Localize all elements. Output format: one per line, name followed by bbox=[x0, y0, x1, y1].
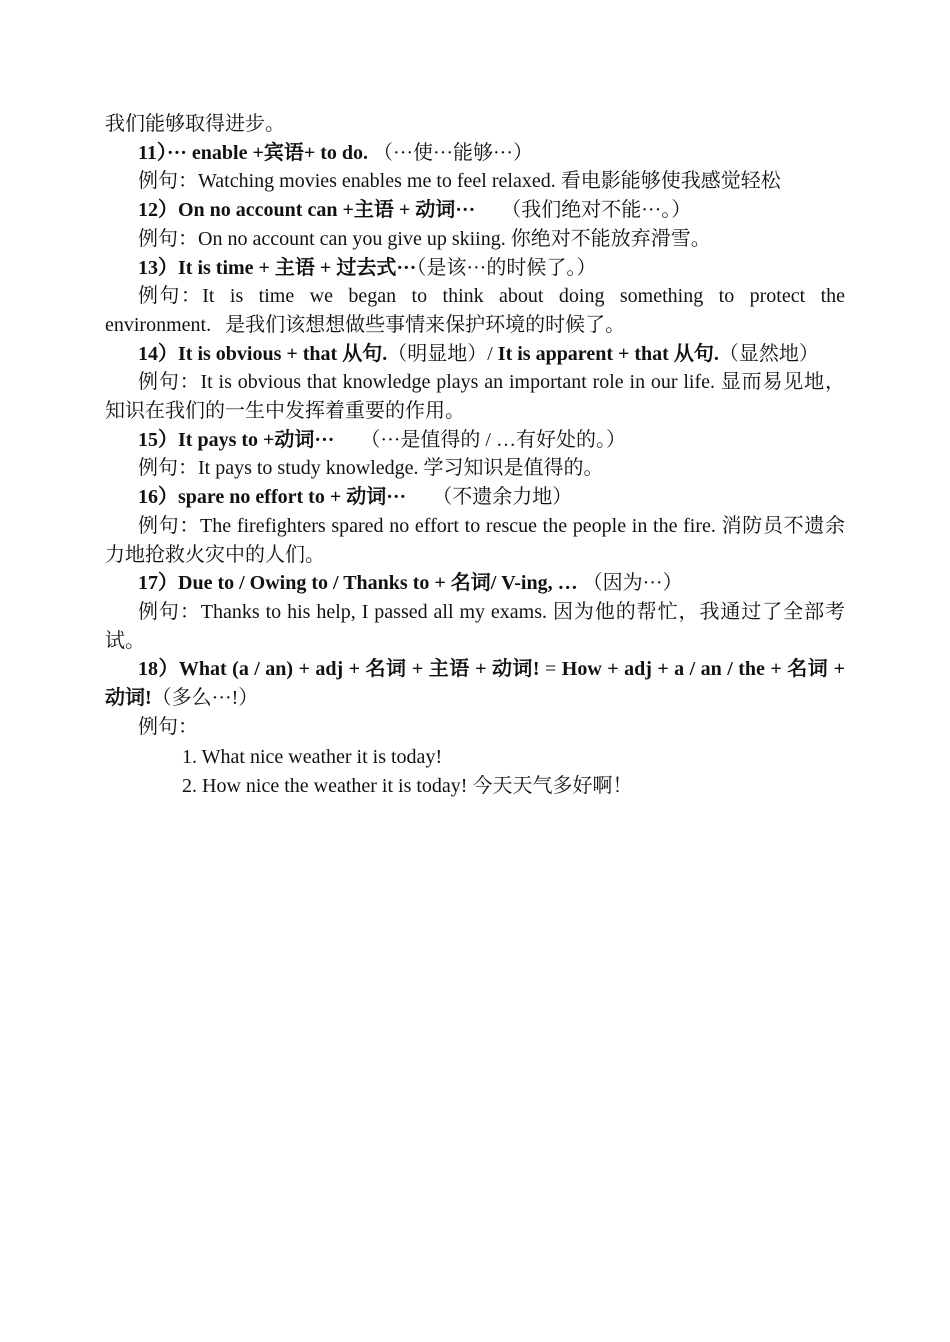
example-sentence-13: 例句：It is time we began to think about doing something to protect the environment. 是我们该想想做些事情来保护环境的时候了。 bbox=[105, 285, 845, 336]
pattern-heading-11 bbox=[105, 139, 845, 168]
pattern-heading-16 bbox=[105, 483, 845, 512]
pattern-formula: 18）What (a / an) + adj + 名词 + 主语 + 动词! bbox=[138, 658, 540, 681]
pattern-meaning: （明显地）/ bbox=[387, 342, 498, 365]
example-sentence-12: 例句：On no account can you give up skiing. 你绝对不能放弃滑雪。 bbox=[138, 227, 711, 250]
example-sentence-17: 例句：Thanks to his help, I passed all my exams. 因为他的帮忙，我通过了全部考试。 bbox=[105, 600, 845, 652]
pattern-heading-15 bbox=[105, 426, 845, 455]
pattern-formula: 15）It pays to +动词··· bbox=[138, 428, 335, 451]
text-line: 我们能够取得进步。 bbox=[105, 113, 285, 135]
pattern-equals: = bbox=[539, 658, 562, 681]
example-sentence-18-1: 1. What nice weather it is today! bbox=[182, 746, 443, 769]
pattern-formula: 16）spare no effort to + 动词··· bbox=[138, 486, 407, 509]
pattern-heading-17 bbox=[105, 569, 845, 598]
pattern-heading-14 bbox=[105, 340, 845, 369]
pattern-heading-12 bbox=[105, 196, 845, 225]
pattern-meaning: （多么···!） bbox=[151, 687, 259, 710]
pattern-meaning: （是该···的时候了。） bbox=[416, 256, 597, 279]
pattern-formula: 13）It is time + 主语 + 过去式··· bbox=[138, 256, 417, 279]
pattern-meaning: （不遗余力地） bbox=[432, 486, 573, 509]
pattern-meaning: （因为···） bbox=[577, 572, 683, 595]
pattern-formula-alt: How + adj + a / an / the + 名词 + 动词! bbox=[105, 658, 846, 710]
pattern-meaning: （我们绝对不能···。） bbox=[501, 199, 692, 222]
pattern-meaning-alt: （显然地） bbox=[718, 342, 819, 365]
pattern-heading-13 bbox=[105, 254, 845, 283]
pattern-meaning: （···是值得的 / …有好处的。） bbox=[360, 428, 626, 451]
pattern-formula-alt: It is apparent + that 从句. bbox=[497, 342, 719, 365]
pattern-heading-18 bbox=[105, 655, 845, 712]
example-sentence-15: 例句：It pays to study knowledge. 学习知识是值得的。 bbox=[138, 457, 604, 480]
pattern-formula: 14）It is obvious + that 从句. bbox=[138, 342, 388, 365]
example-label-18: 例句： bbox=[138, 715, 198, 738]
example-sentence-16: 例句：The firefighters spared no effort to rescue the people in the fire. 消防员不遗余力地抢救火灾中的人们。 bbox=[105, 514, 845, 566]
document-page bbox=[105, 110, 845, 801]
example-sentence-11: 例句：Watching movies enables me to feel relaxed. 看电影能够使我感觉轻松 bbox=[138, 170, 781, 193]
pattern-formula: 12）On no account can +主语 + 动词··· bbox=[138, 199, 476, 222]
pattern-meaning: （···使···能够···） bbox=[368, 141, 533, 164]
example-sentence-18-2: 2. How nice the weather it is today! 今天天气多好啊！ bbox=[182, 775, 633, 798]
pattern-formula: 17）Due to / Owing to / Thanks to + 名词/ V-ing, … bbox=[138, 572, 578, 595]
example-sentence-14: 例句：It is obvious that knowledge plays an important role in our life. 显而易见地，知识在我们的一生中发挥着重要的作用。 bbox=[105, 371, 845, 423]
pattern-formula: 11）··· enable +宾语+ to do. bbox=[138, 141, 369, 164]
